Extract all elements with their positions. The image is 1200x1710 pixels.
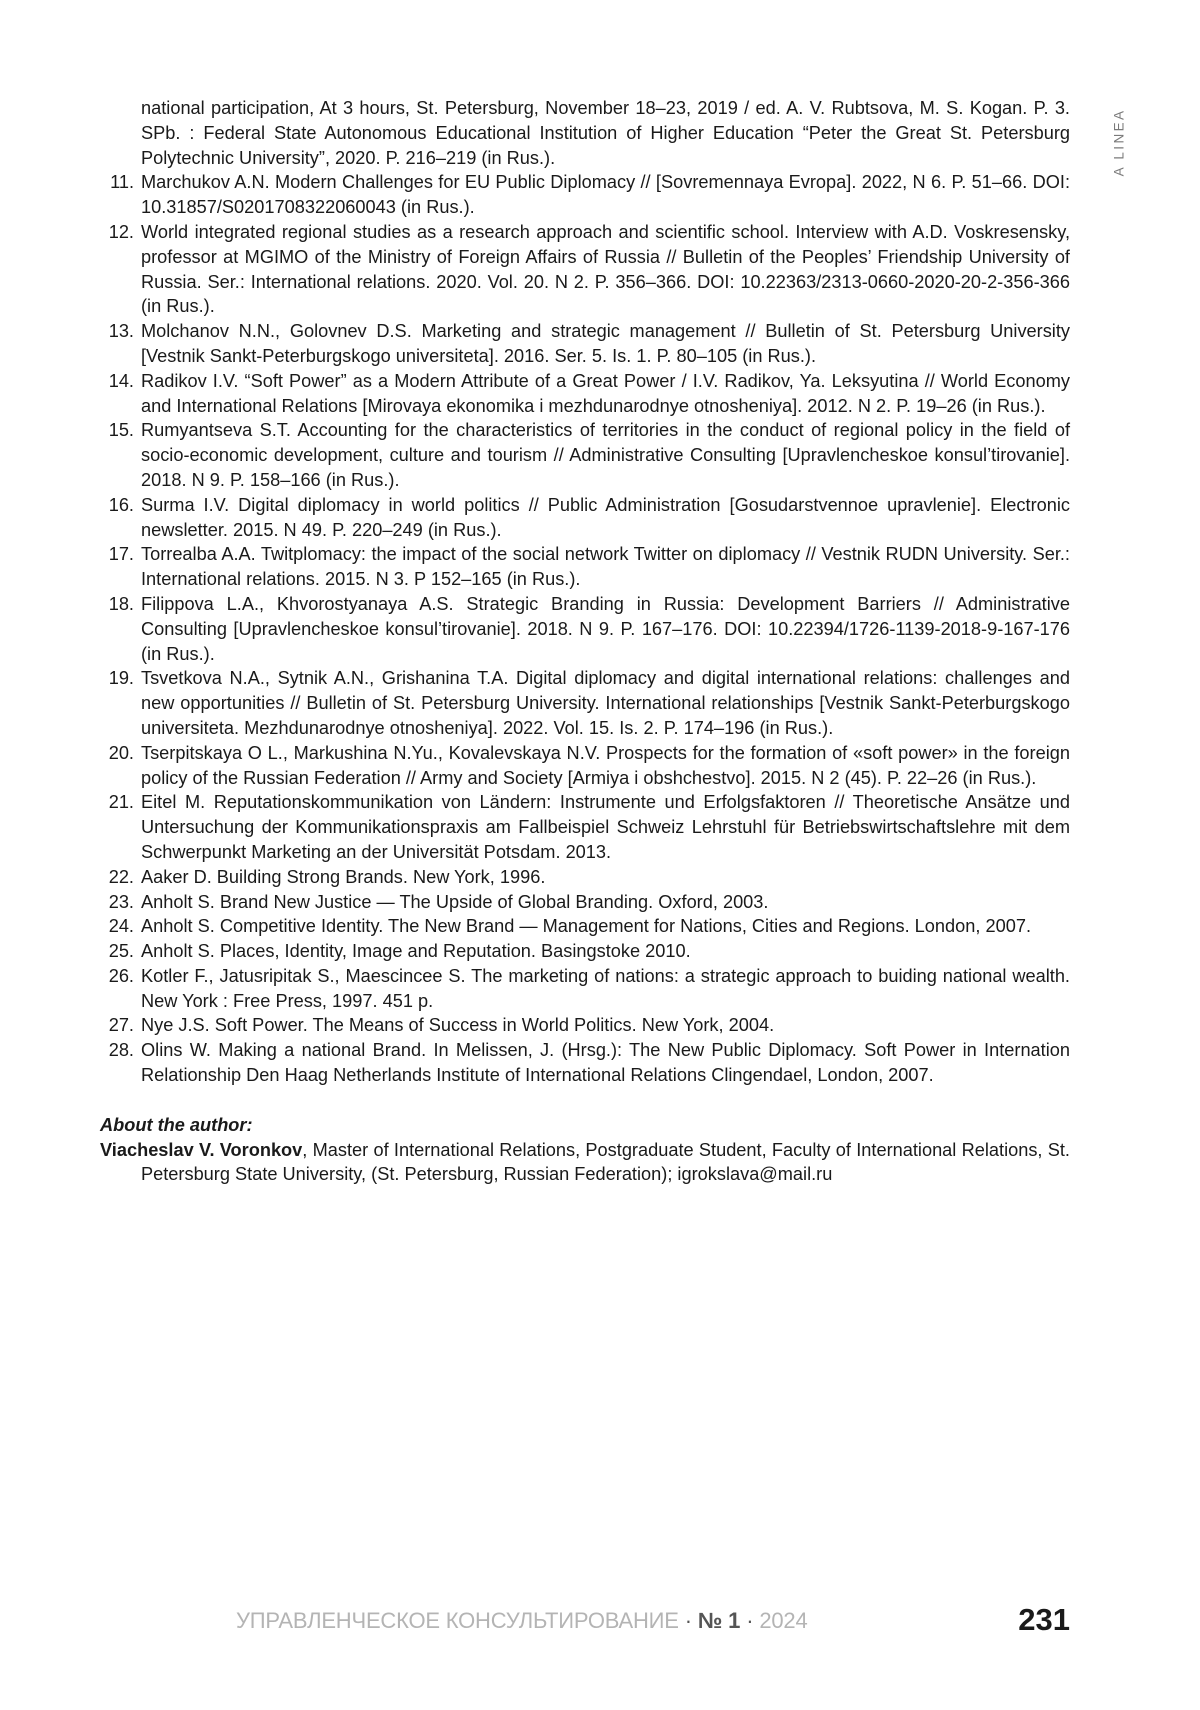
reference-number: 24. (100, 914, 134, 939)
footer-separator: · (685, 1608, 692, 1633)
reference-item (100, 369, 1070, 419)
reference-item (100, 96, 1070, 170)
page-footer (236, 1602, 1070, 1638)
reference-number: 20. (100, 741, 134, 766)
reference-number: 13. (100, 319, 134, 344)
reference-item (100, 493, 1070, 543)
reference-number: 23. (100, 890, 134, 915)
reference-number: 25. (100, 939, 134, 964)
reference-item (100, 418, 1070, 492)
reference-item (100, 542, 1070, 592)
reference-item (100, 741, 1070, 791)
reference-number: 17. (100, 542, 134, 567)
reference-text: national participation, At 3 hours, St. Petersburg, November 18–23, 2019 / ed. A. V. Rubtsova, M. S. Kogan. P. 3. SPb. : Federal State Autonomous Educational Institution of Higher Education “Peter the Great St. Petersburg Polytechnic University”, 2020. P. 216–219 (in Rus.). (141, 98, 1070, 168)
reference-number: 14. (100, 369, 134, 394)
reference-item (100, 592, 1070, 666)
reference-text: Torrealba A.A. Twitplomacy: the impact of the social network Twitter on diplomacy // Vestnik RUDN University. Ser.: International relations. 2015. N 3. P 152–165 (in Rus.). (141, 544, 1070, 589)
reference-text: Eitel M. Reputationskommunikation von Ländern: Instrumente und Erfolgsfaktoren // Theoretische Ansätze und Untersuchung der Kommunikationspraxis am Fallbeispiel Schweiz Lehrstuhl für Betriebswirtschaftslehre mit dem Schwerpunkt Marketing an der Universität Potsdam. 2013. (141, 792, 1070, 862)
reference-item (100, 790, 1070, 864)
reference-text: Tserpitskaya O L., Markushina N.Yu., Kovalevskaya N.V. Prospects for the formation of «soft power» in the foreign policy of the Russian Federation // Army and Society [Armiya i obshchestvo]. 2015. N 2 (45). P. 22–26 (in Rus.). (141, 743, 1070, 788)
reference-item (100, 865, 1070, 890)
journal-issue: № 1 (698, 1608, 740, 1633)
reference-text: Olins W. Making a national Brand. In Melissen, J. (Hrsg.): The New Public Diplomacy. Soft Power in Internation Relationship Den Haag Netherlands Institute of International Relations Clingendael, London, 2007. (141, 1040, 1070, 1085)
reference-number: 26. (100, 964, 134, 989)
reference-text: World integrated regional studies as a research approach and scientific school. Interview with A.D. Voskresensky, professor at MGIMO of the Ministry of Foreign Affairs of Russia // Bulletin of the Peoples’ Friendship University of Russia. Ser.: International relations. 2020. Vol. 20. N 2. P. 356–366. DOI: 10.22363/2313-0660-2020-20-2-356-366 (in Rus.). (141, 222, 1070, 316)
author-entry (100, 1138, 1070, 1188)
reference-number: 12. (100, 220, 134, 245)
reference-number: 28. (100, 1038, 134, 1063)
journal-year: 2024 (759, 1608, 807, 1633)
journal-running-title (236, 1608, 808, 1634)
page-content (100, 96, 1070, 1187)
reference-text: Radikov I.V. “Soft Power” as a Modern Attribute of a Great Power / I.V. Radikov, Ya. Leksyutina // World Economy and International Relations [Mirovaya ekonomika i mezhdunarodnye otnosheniya]. 2012. N 2. P. 19–26 (in Rus.). (141, 371, 1070, 416)
about-author-section (100, 1113, 1070, 1187)
reference-text: Aaker D. Building Strong Brands. New York, 1996. (141, 867, 545, 887)
reference-number: 19. (100, 666, 134, 691)
reference-item (100, 319, 1070, 369)
reference-text: Nye J.S. Soft Power. The Means of Success in World Politics. New York, 2004. (141, 1015, 774, 1035)
footer-separator: · (746, 1608, 753, 1633)
reference-number: 16. (100, 493, 134, 518)
reference-text: Tsvetkova N.A., Sytnik A.N., Grishanina T.A. Digital diplomacy and digital international relations: challenges and new opportunities // Bulletin of St. Petersburg University. International relationships [Vestnik Sankt-Peterburgskogo universiteta. Mezhdunarodnye otnosheniya]. 2022. Vol. 15. Is. 2. P. 174–196 (in Rus.). (141, 668, 1070, 738)
reference-list (100, 96, 1070, 1088)
reference-text: Molchanov N.N., Golovnev D.S. Marketing and strategic management // Bulletin of St. Petersburg University [Vestnik Sankt-Peterburgskogo universiteta]. 2016. Ser. 5. Is. 1. P. 80–105 (in Rus.). (141, 321, 1070, 366)
reference-number: 11. (100, 170, 134, 195)
about-author-heading: About the author: (100, 1113, 1070, 1138)
reference-item (100, 914, 1070, 939)
reference-text: Rumyantseva S.T. Accounting for the characteristics of territories in the conduct of regional policy in the field of socio-economic development, culture and tourism // Administrative Consulting [Upravlencheskoe konsul’tirovanie]. 2018. N 9. P. 158–166 (in Rus.). (141, 420, 1070, 490)
reference-text: Surma I.V. Digital diplomacy in world politics // Public Administration [Gosudarstvennoe upravlenie]. Electronic newsletter. 2015. N 49. P. 220–249 (in Rus.). (141, 495, 1070, 540)
reference-number: 18. (100, 592, 134, 617)
reference-number: 27. (100, 1013, 134, 1038)
side-section-label (1108, 100, 1130, 184)
reference-item (100, 170, 1070, 220)
reference-number: 21. (100, 790, 134, 815)
reference-number: 15. (100, 418, 134, 443)
reference-item (100, 964, 1070, 1014)
author-details: , Master of International Relations, Postgraduate Student, Faculty of International Relations, St. Petersburg State University, (St. Petersburg, Russian Federation); igrokslava@mail.ru (141, 1140, 1070, 1185)
reference-item (100, 1013, 1070, 1038)
reference-item (100, 666, 1070, 740)
reference-item (100, 1038, 1070, 1088)
reference-item (100, 220, 1070, 319)
reference-text: Anholt S. Places, Identity, Image and Reputation. Basingstoke 2010. (141, 941, 691, 961)
reference-text: Anholt S. Competitive Identity. The New Brand — Management for Nations, Cities and Regions. London, 2007. (141, 916, 1031, 936)
author-name: Viacheslav V. Voronkov (100, 1140, 302, 1160)
side-label-text: A LINEA (1112, 108, 1127, 176)
reference-text: Anholt S. Brand New Justice — The Upside of Global Branding. Oxford, 2003. (141, 892, 768, 912)
journal-title: УПРАВЛЕНЧЕСКОЕ КОНСУЛЬТИРОВАНИЕ (236, 1608, 679, 1633)
reference-item (100, 890, 1070, 915)
page-number: 231 (1018, 1602, 1070, 1638)
reference-number: 22. (100, 865, 134, 890)
reference-text: Filippova L.A., Khvorostyanaya A.S. Strategic Branding in Russia: Development Barriers // Administrative Consulting [Upravlencheskoe konsul’tirovanie]. 2018. N 9. P. 167–176. DOI: 10.22394/1726-1139-2018-9-167-176 (in Rus.). (141, 594, 1070, 664)
reference-text: Kotler F., Jatusripitak S., Maescincee S. The marketing of nations: a strategic approach to buiding national wealth. New York : Free Press, 1997. 451 p. (141, 966, 1070, 1011)
reference-item (100, 939, 1070, 964)
reference-text: Marchukov A.N. Modern Challenges for EU Public Diplomacy // [Sovremennaya Evropa]. 2022, N 6. P. 51–66. DOI: 10.31857/S0201708322060043 (in Rus.). (141, 172, 1070, 217)
